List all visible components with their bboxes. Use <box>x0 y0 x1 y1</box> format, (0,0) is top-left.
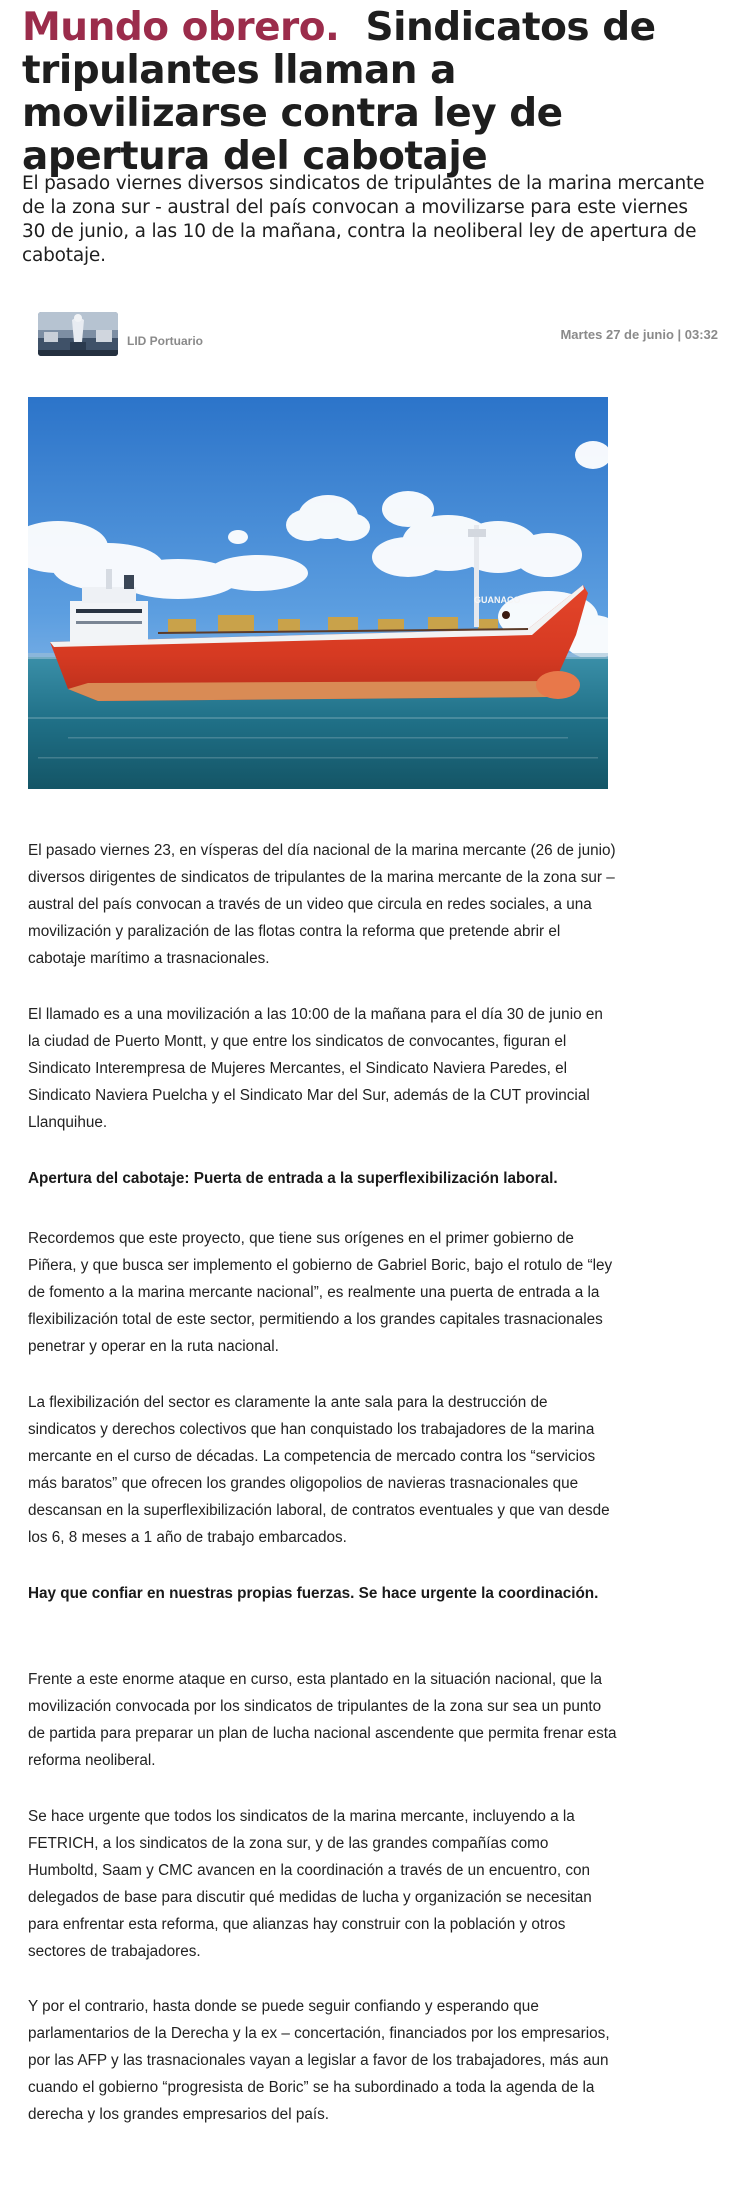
author-name-link[interactable]: LID Portuario <box>127 334 204 348</box>
hero-image <box>28 397 608 789</box>
body-paragraph-1: El pasado viernes 23, en vísperas del día nacional de la marina mercante (26 de junio) diversos dirigentes de sindicatos de tripulantes de la marina mercante de la zona sur – austral del país convocan a través de un video que circula en redes sociales, a una movilización y paralización de las flotas contra la reforma que pretende abrir el cabotaje marítimo a trasnacionales. <box>28 842 616 967</box>
article-headline <box>22 6 712 178</box>
body-paragraph-7: Y por el contrario, hasta donde se puede seguir confiando y esperando que parlamentarios de la Derecha y la ex – concertación, financiados por los empresarios, por las AFP y las trasnacionales vayan a legislar a favor de los trabajadores, más aun cuando el gobierno “progresista de Boric” se ha subordinado a toda la agenda de la derecha y los grandes empresarios del país. <box>28 1998 610 2123</box>
ship-photo <box>28 397 608 789</box>
article-lead: El pasado viernes diversos sindicatos de tripulantes de la marina mercante de la zona sur - austral del país convocan a movilizarse para este viernes 30 de junio, a las 10 de la mañana, contra la neoliberal ley de apertura de cabotaje. <box>22 173 705 266</box>
publication-date: Martes 27 de junio | 03:32 <box>560 327 718 342</box>
body-paragraph-6: Se hace urgente que todos los sindicatos de la marina mercante, incluyendo a la FETRICH, a los sindicatos de la zona sur, y de las grandes compañías como Humboltd, Saam y CMC avancen en la coordinación a través de un encuentro, con delegados de base para discutir qué medidas de lucha y organización se necesitan para enfrentar esta reforma, que alianzas hay construir con la población y otros sectores de trabajadores. <box>28 1808 592 1960</box>
headline-kicker: Mundo obrero. <box>22 5 340 50</box>
section-heading-2: Hay que confiar en nuestras propias fuerzas. Se hace urgente la coordinación. <box>28 1585 599 1602</box>
author-avatar[interactable] <box>38 312 118 356</box>
author-avatar-image <box>38 312 118 356</box>
body-paragraph-2: El llamado es a una movilización a las 10:00 de la mañana para el día 30 de junio en la ciudad de Puerto Montt, y que entre los sindicatos de convocantes, figuran el Sindicato Interempresa de Mujeres Mercantes, el Sindicato Naviera Paredes, el Sindicato Naviera Puelcha y el Sindicato Mar del Sur, además de la CUT provincial Llanquihue. <box>28 1006 603 1131</box>
ship-name-label: GUANACO <box>474 595 521 605</box>
headline-title: Sindicatos de tripulantes llaman a movilizarse contra ley de apertura del cabotaje <box>22 5 656 179</box>
author-block <box>38 312 718 358</box>
body-paragraph-4: La flexibilización del sector es claramente la ante sala para la destrucción de sindicatos y derechos colectivos que han conquistado los trabajadores de la marina mercante en el curso de décadas. La competencia de mercado contra los “servicios más baratos” que ofrecen los grandes oligopolios de navieras trasnacionales que descansan en la superflexibilización laboral, de contratos eventuales y que van desde los 6, 8 meses a 1 año de trabajo embarcados. <box>28 1394 610 1546</box>
section-heading-1: Apertura del cabotaje: Puerta de entrada a la superflexibilización laboral. <box>28 1170 558 1187</box>
body-paragraph-3: Recordemos que este proyecto, que tiene sus orígenes en el primer gobierno de Piñera, y que busca ser implemento el gobierno de Gabriel Boric, bajo el rotulo de “ley de fomento a la marina mercante nacional”, es realmente una puerta de entrada a la flexibilización total de este sector, permitiendo a los grandes capitales trasnacionales penetrar y operar en la ruta nacional. <box>28 1230 613 1355</box>
body-paragraph-5: Frente a este enorme ataque en curso, esta plantado en la situación nacional, que la movilización convocada por los sindicatos de tripulantes de la zona sur sea un punto de partida para preparar un plan de lucha nacional ascendente que permita frenar esta reforma neoliberal. <box>28 1671 617 1769</box>
